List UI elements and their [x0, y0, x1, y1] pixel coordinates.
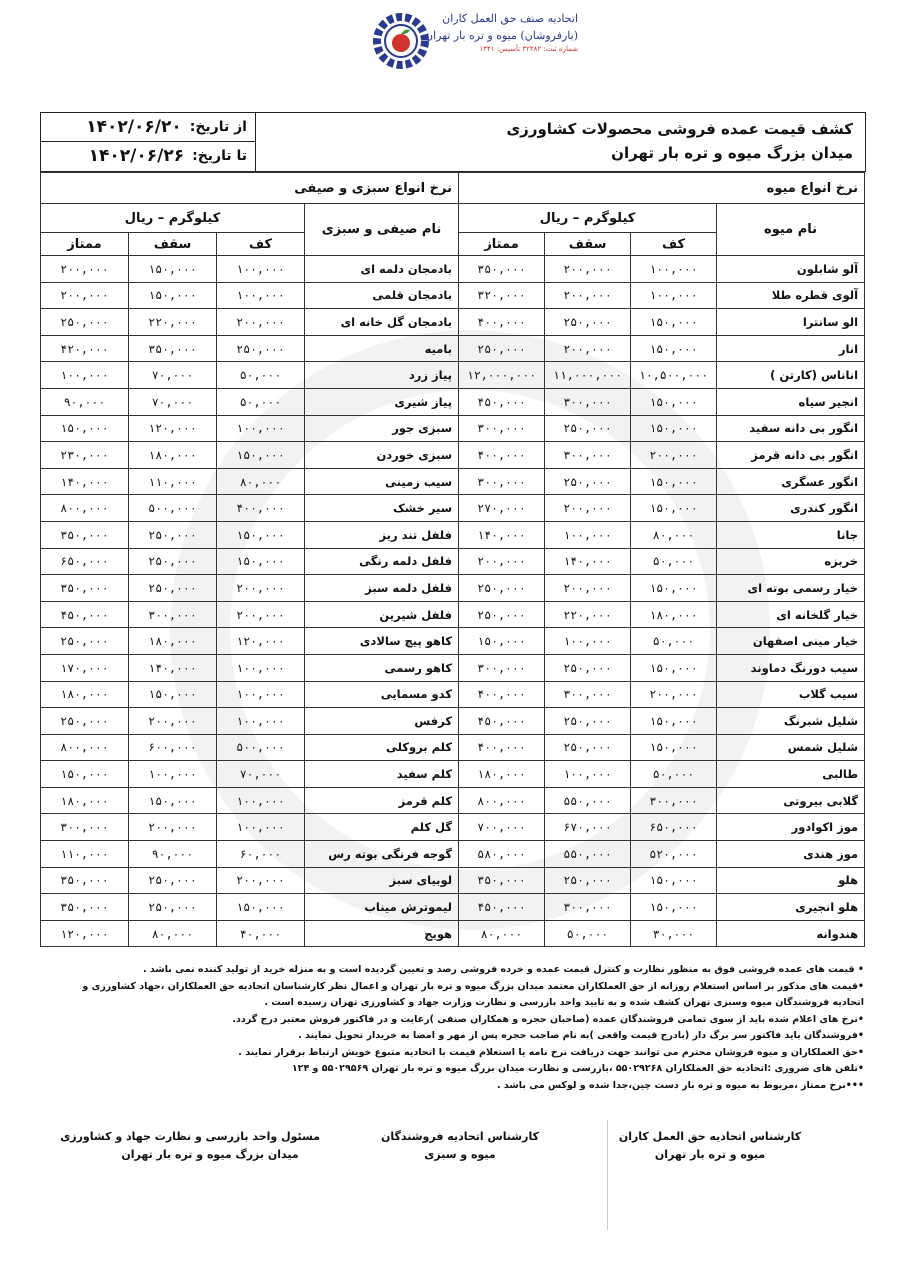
fruit-name: شلیل شبرنگ	[717, 708, 865, 735]
veg-name: سیر خشک	[305, 495, 459, 522]
veg-premium-price: ۱۰۰,۰۰۰	[41, 362, 129, 389]
note-line: •••نرخ ممتاز ،مربوط به میوه و تره بار دست چین،جدا شده و لوکس می باشد .	[497, 1079, 864, 1091]
fruit-name: شلیل شمس	[717, 734, 865, 761]
veg-min-price: ۱۵۰,۰۰۰	[217, 548, 305, 575]
table-row	[41, 415, 865, 442]
fruit-premium-price: ۴۰۰,۰۰۰	[459, 309, 545, 336]
logo-line-1: اتحادیه صنف حق العمل کاران	[442, 12, 578, 25]
veg-min-price: ۱۰۰,۰۰۰	[217, 681, 305, 708]
veg-name: فلفل تند ریز	[305, 521, 459, 548]
table-row	[41, 282, 865, 309]
fruit-premium-price: ۳۵۰,۰۰۰	[459, 256, 545, 283]
fruit-max-price: ۳۰۰,۰۰۰	[545, 442, 631, 469]
veg-premium-price: ۱۸۰,۰۰۰	[41, 787, 129, 814]
fruit-min-price: ۵۲۰,۰۰۰	[631, 841, 717, 868]
fruit-name: گلابی بیروتی	[717, 787, 865, 814]
veg-premium-price: ۳۰۰,۰۰۰	[41, 814, 129, 841]
veg-name: سبزی جور	[305, 415, 459, 442]
veg-min-header: کف	[217, 233, 305, 256]
table-row	[41, 841, 865, 868]
fruit-name: انگور عسگری	[717, 468, 865, 495]
note-line: اتحادیه فروشندگان میوه وسبزی تهران کشف شده و به تایید واحد بازرسی و نظارت وزارت جهاد و کشاورزی تهران رسیده است .	[264, 997, 864, 1008]
veg-premium-price: ۱۷۰,۰۰۰	[41, 654, 129, 681]
fruit-max-price: ۲۵۰,۰۰۰	[545, 415, 631, 442]
veg-min-price: ۲۰۰,۰۰۰	[217, 867, 305, 894]
fruit-min-price: ۱۰۰,۰۰۰	[631, 282, 717, 309]
veg-name: بادمجان گل خانه ای	[305, 309, 459, 336]
fruit-min-price: ۱۵۰,۰۰۰	[631, 309, 717, 336]
fruit-min-price: ۱۸۰,۰۰۰	[631, 601, 717, 628]
veg-premium-price: ۲۵۰,۰۰۰	[41, 708, 129, 735]
fruit-max-price: ۲۵۰,۰۰۰	[545, 309, 631, 336]
veg-max-price: ۲۰۰,۰۰۰	[129, 708, 217, 735]
veg-name: کلم بروکلی	[305, 734, 459, 761]
fruit-premium-price: ۱۴۰,۰۰۰	[459, 521, 545, 548]
veg-max-price: ۵۰۰,۰۰۰	[129, 495, 217, 522]
fruit-min-price: ۳۰۰,۰۰۰	[631, 787, 717, 814]
title-line-2: میدان بزرگ میوه و تره بار تهران	[611, 144, 853, 162]
veg-min-price: ۱۰۰,۰۰۰	[217, 708, 305, 735]
signature-block	[600, 1128, 820, 1164]
veg-name: کلم قرمز	[305, 787, 459, 814]
fruit-name: انگور بی دانه سفید	[717, 415, 865, 442]
veg-min-price: ۱۵۰,۰۰۰	[217, 442, 305, 469]
fruit-min-price: ۱۵۰,۰۰۰	[631, 575, 717, 602]
veg-name: پیاز شیری	[305, 388, 459, 415]
veg-name-header: نام صیفی و سبزی	[305, 204, 459, 256]
veg-premium-price: ۳۵۰,۰۰۰	[41, 521, 129, 548]
veg-max-price: ۱۸۰,۰۰۰	[129, 628, 217, 655]
report-title	[255, 113, 865, 171]
signature-title: کارشناس اتحادیه فروشندگان	[380, 1130, 539, 1143]
veg-min-price: ۴۰۰,۰۰۰	[217, 495, 305, 522]
table-row	[41, 256, 865, 283]
fruit-min-price: ۱۵۰,۰۰۰	[631, 654, 717, 681]
fruit-premium-price: ۲۷۰,۰۰۰	[459, 495, 545, 522]
fruit-name: جانا	[717, 521, 865, 548]
table-row	[41, 734, 865, 761]
veg-max-price: ۱۱۰,۰۰۰	[129, 468, 217, 495]
to-date-value: ۱۴۰۲/۰۶/۲۶	[88, 146, 185, 166]
fruit-name: آلو شابلون	[717, 256, 865, 283]
veg-premium-price: ۳۵۰,۰۰۰	[41, 575, 129, 602]
veg-min-price: ۲۰۰,۰۰۰	[217, 309, 305, 336]
fruit-min-price: ۱۵۰,۰۰۰	[631, 335, 717, 362]
table-row	[41, 575, 865, 602]
fruit-min-price: ۱۵۰,۰۰۰	[631, 388, 717, 415]
fruit-min-price: ۱۰,۵۰۰,۰۰۰	[631, 362, 717, 389]
fruit-premium-price: ۸۰,۰۰۰	[459, 920, 545, 947]
fruit-premium-price: ۸۰۰,۰۰۰	[459, 787, 545, 814]
note-line: • قیمت های عمده فروشی فوق به منظور نظارت و کنترل قیمت عمده و خرده فروشی رصد و تعیین گردیده است و به منزله خرید از تولید کننده نمی باشد .	[142, 964, 864, 975]
veg-max-price: ۷۰,۰۰۰	[129, 388, 217, 415]
fruit-premium-price: ۳۲۰,۰۰۰	[459, 282, 545, 309]
table-row	[41, 867, 865, 894]
veg-max-price: ۱۸۰,۰۰۰	[129, 442, 217, 469]
signature-title: میوه و سبزی	[424, 1148, 496, 1161]
fruit-name: انار	[717, 335, 865, 362]
fruit-name: انگور کندری	[717, 495, 865, 522]
table-row	[41, 601, 865, 628]
fruit-name: الو سانترا	[717, 309, 865, 336]
fruit-max-price: ۲۵۰,۰۰۰	[545, 654, 631, 681]
veg-premium-price: ۲۳۰,۰۰۰	[41, 442, 129, 469]
veg-premium-price: ۴۲۰,۰۰۰	[41, 335, 129, 362]
table-row	[41, 628, 865, 655]
veg-name: هویج	[305, 920, 459, 947]
fruit-max-price: ۶۷۰,۰۰۰	[545, 814, 631, 841]
veg-premium-price: ۲۰۰,۰۰۰	[41, 282, 129, 309]
veg-max-price: ۱۵۰,۰۰۰	[129, 787, 217, 814]
fruit-name: سیب دورنگ دماوند	[717, 654, 865, 681]
fruit-min-price: ۱۰۰,۰۰۰	[631, 256, 717, 283]
veg-premium-price: ۱۱۰,۰۰۰	[41, 841, 129, 868]
veg-name: گوجه فرنگی بوته رس	[305, 841, 459, 868]
fruit-name: هندوانه	[717, 920, 865, 947]
fruit-min-price: ۵۰,۰۰۰	[631, 761, 717, 788]
veg-name: پیاز زرد	[305, 362, 459, 389]
logo-text	[424, 10, 578, 54]
signature-title: میوه و تره بار تهران	[654, 1148, 766, 1161]
fruit-max-price: ۲۵۰,۰۰۰	[545, 867, 631, 894]
fruit-name: هلو انجیری	[717, 894, 865, 921]
signature-title: میدان بزرگ میوه و تره بار تهران	[121, 1148, 299, 1161]
veg-premium-price: ۲۵۰,۰۰۰	[41, 309, 129, 336]
veg-max-price: ۱۵۰,۰۰۰	[129, 282, 217, 309]
veg-max-price: ۳۰۰,۰۰۰	[129, 601, 217, 628]
veg-max-price: ۲۰۰,۰۰۰	[129, 814, 217, 841]
fruit-name: انگور بی دانه قرمز	[717, 442, 865, 469]
fruit-premium-price: ۵۸۰,۰۰۰	[459, 841, 545, 868]
fruit-premium-price: ۷۰۰,۰۰۰	[459, 814, 545, 841]
table-row	[41, 708, 865, 735]
logo-line-2: (بارفروشان) میوه و تره بار تهران	[424, 29, 578, 42]
veg-name: کرفس	[305, 708, 459, 735]
fruit-max-price: ۱۰۰,۰۰۰	[545, 521, 631, 548]
veg-premium-price: ۸۰۰,۰۰۰	[41, 734, 129, 761]
table-row	[41, 787, 865, 814]
fruit-premium-price: ۴۰۰,۰۰۰	[459, 734, 545, 761]
veg-min-price: ۱۰۰,۰۰۰	[217, 654, 305, 681]
veg-name: فلفل دلمه رنگی	[305, 548, 459, 575]
fruit-name: سیب گلاب	[717, 681, 865, 708]
to-date-row	[41, 141, 255, 170]
logo-line-3: شماره ثبت: ۳۲۳۸۲ تأسیس: ۱۳۴۱	[479, 45, 578, 53]
veg-premium-price: ۹۰,۰۰۰	[41, 388, 129, 415]
note-line: •نرخ های اعلام شده باید از سوی تمامی فروشندگان عمده (صاحبان حجره و همکاران صنفی )رعایت و در فاکتور فروش معتبر درج گردد.	[232, 1013, 864, 1025]
veg-premium-price: ۶۵۰,۰۰۰	[41, 548, 129, 575]
veg-premium-price: ۳۵۰,۰۰۰	[41, 867, 129, 894]
fruit-min-price: ۳۰,۰۰۰	[631, 920, 717, 947]
veg-max-price: ۷۰,۰۰۰	[129, 362, 217, 389]
veg-name: بادمجان دلمه ای	[305, 256, 459, 283]
fruit-units-header: کیلوگرم – ریال	[459, 204, 717, 233]
veg-min-price: ۲۰۰,۰۰۰	[217, 601, 305, 628]
veg-name: کدو مسمایی	[305, 681, 459, 708]
price-table	[40, 172, 865, 947]
fruit-max-price: ۳۰۰,۰۰۰	[545, 894, 631, 921]
from-date-label: از تاریخ:	[189, 119, 247, 135]
fruit-name: آلوی قطره طلا	[717, 282, 865, 309]
table-row	[41, 468, 865, 495]
veg-name: فلفل دلمه سبز	[305, 575, 459, 602]
fruit-min-price: ۱۵۰,۰۰۰	[631, 867, 717, 894]
fruit-max-price: ۲۵۰,۰۰۰	[545, 734, 631, 761]
veg-min-price: ۱۰۰,۰۰۰	[217, 787, 305, 814]
veg-min-price: ۸۰,۰۰۰	[217, 468, 305, 495]
table-row	[41, 814, 865, 841]
fruit-max-price: ۲۵۰,۰۰۰	[545, 468, 631, 495]
veg-min-price: ۴۰,۰۰۰	[217, 920, 305, 947]
table-row	[41, 362, 865, 389]
veg-max-price: ۱۵۰,۰۰۰	[129, 256, 217, 283]
fruit-min-price: ۱۵۰,۰۰۰	[631, 495, 717, 522]
fruit-name: خیار گلخانه ای	[717, 601, 865, 628]
veg-name: لیموترش میناب	[305, 894, 459, 921]
title-line-1: کشف قیمت عمده فروشی محصولات کشاورزی	[506, 120, 853, 138]
fruit-min-price: ۱۵۰,۰۰۰	[631, 468, 717, 495]
fruit-premium-price: ۳۵۰,۰۰۰	[459, 867, 545, 894]
veg-premium-price: ۴۵۰,۰۰۰	[41, 601, 129, 628]
fruit-name: خیار رسمی بوته ای	[717, 575, 865, 602]
fruit-premium-price: ۳۰۰,۰۰۰	[459, 468, 545, 495]
veg-name: فلفل شیرین	[305, 601, 459, 628]
table-row	[41, 309, 865, 336]
fruit-premium-header: ممتاز	[459, 233, 545, 256]
veg-max-price: ۸۰,۰۰۰	[129, 920, 217, 947]
veg-max-header: سقف	[129, 233, 217, 256]
fruit-name: طالبی	[717, 761, 865, 788]
fruit-premium-price: ۲۵۰,۰۰۰	[459, 601, 545, 628]
veg-premium-price: ۱۵۰,۰۰۰	[41, 415, 129, 442]
fruit-max-price: ۵۵۰,۰۰۰	[545, 841, 631, 868]
fruit-max-price: ۲۰۰,۰۰۰	[545, 335, 631, 362]
veg-min-price: ۶۰,۰۰۰	[217, 841, 305, 868]
fruit-min-price: ۱۵۰,۰۰۰	[631, 415, 717, 442]
fruit-max-price: ۱۱,۰۰۰,۰۰۰	[545, 362, 631, 389]
note-line: •فروشندگان باید فاکتور سر برگ دار (بادرج قیمت واقعی )به نام صاحب حجره پس از مهر و امضا به خریدار تحویل نمایند .	[298, 1030, 864, 1041]
veg-min-price: ۱۰۰,۰۰۰	[217, 814, 305, 841]
veg-premium-price: ۱۵۰,۰۰۰	[41, 761, 129, 788]
signatures	[60, 1128, 820, 1164]
veg-units-header: کیلوگرم – ریال	[41, 204, 305, 233]
note-line: •تلفن های ضروری :اتحادیه حق العملکاران ۵۵۰۲۹۲۶۸ ،بازرسی و نظارت میدان بزرگ میوه و تره بار تهران ۵۵۰۲۹۵۶۹ و ۱۲۴	[291, 1063, 864, 1074]
fruit-min-price: ۵۰,۰۰۰	[631, 628, 717, 655]
signature-block	[350, 1128, 570, 1164]
veg-min-price: ۲۰۰,۰۰۰	[217, 575, 305, 602]
veg-max-price: ۶۰۰,۰۰۰	[129, 734, 217, 761]
veg-max-price: ۳۵۰,۰۰۰	[129, 335, 217, 362]
fruit-premium-price: ۴۰۰,۰۰۰	[459, 442, 545, 469]
fruit-name: هلو	[717, 867, 865, 894]
fruit-premium-price: ۳۰۰,۰۰۰	[459, 654, 545, 681]
fruit-premium-price: ۲۵۰,۰۰۰	[459, 575, 545, 602]
veg-premium-price: ۲۵۰,۰۰۰	[41, 628, 129, 655]
veg-name: کاهو پیچ سالادی	[305, 628, 459, 655]
table-row	[41, 681, 865, 708]
table-row	[41, 761, 865, 788]
fruit-max-price: ۳۰۰,۰۰۰	[545, 681, 631, 708]
fruit-premium-price: ۴۵۰,۰۰۰	[459, 708, 545, 735]
fruit-max-price: ۱۰۰,۰۰۰	[545, 761, 631, 788]
fruit-min-price: ۶۵۰,۰۰۰	[631, 814, 717, 841]
price-rows	[41, 256, 865, 947]
signature-title: مسئول واحد بازرسی و نظارت جهاد و کشاورزی	[60, 1130, 320, 1143]
note-line: •حق العملکاران و میوه فروشان محترم می توانند جهت دریافت نرخ نامه یا استعلام قیمت با اتحادیه متبوع خویش ارتباط برقرار نمایند .	[238, 1046, 864, 1058]
veg-max-price: ۲۵۰,۰۰۰	[129, 894, 217, 921]
veg-max-price: ۲۵۰,۰۰۰	[129, 548, 217, 575]
fruit-min-price: ۸۰,۰۰۰	[631, 521, 717, 548]
fruit-min-price: ۱۵۰,۰۰۰	[631, 734, 717, 761]
fruit-max-price: ۲۰۰,۰۰۰	[545, 495, 631, 522]
veg-max-price: ۲۵۰,۰۰۰	[129, 575, 217, 602]
veg-min-price: ۱۰۰,۰۰۰	[217, 256, 305, 283]
veg-max-price: ۲۵۰,۰۰۰	[129, 521, 217, 548]
veg-group-header: نرخ انواع سبزی و صیفی	[41, 173, 459, 204]
fruit-max-price: ۲۰۰,۰۰۰	[545, 575, 631, 602]
fruit-max-header: سقف	[545, 233, 631, 256]
table-row	[41, 654, 865, 681]
fruit-min-price: ۲۰۰,۰۰۰	[631, 442, 717, 469]
veg-premium-price: ۱۸۰,۰۰۰	[41, 681, 129, 708]
veg-name: بادمجان قلمی	[305, 282, 459, 309]
veg-min-price: ۱۰۰,۰۰۰	[217, 282, 305, 309]
fruit-max-price: ۲۰۰,۰۰۰	[545, 282, 631, 309]
to-date-label: تا تاریخ:	[192, 148, 247, 164]
veg-name: سیب زمینی	[305, 468, 459, 495]
table-row	[41, 920, 865, 947]
veg-premium-price: ۱۲۰,۰۰۰	[41, 920, 129, 947]
table-row	[41, 442, 865, 469]
notes-section	[40, 962, 864, 1094]
fruit-premium-price: ۲۵۰,۰۰۰	[459, 335, 545, 362]
fruit-max-price: ۳۰۰,۰۰۰	[545, 388, 631, 415]
fruit-max-price: ۲۰۰,۰۰۰	[545, 256, 631, 283]
veg-name: سبزی خوردن	[305, 442, 459, 469]
fruit-min-price: ۱۵۰,۰۰۰	[631, 894, 717, 921]
fruit-premium-price: ۳۰۰,۰۰۰	[459, 415, 545, 442]
fruit-name: خیار مینی اصفهان	[717, 628, 865, 655]
table-row	[41, 894, 865, 921]
veg-premium-price: ۲۰۰,۰۰۰	[41, 256, 129, 283]
veg-min-price: ۱۵۰,۰۰۰	[217, 521, 305, 548]
fruit-premium-price: ۱۸۰,۰۰۰	[459, 761, 545, 788]
veg-premium-price: ۳۵۰,۰۰۰	[41, 894, 129, 921]
note-line: •قیمت های مذکور بر اساس استعلام روزانه از حق العملکاران معتمد میدان بزرگ میوه و تره بار تهران و اعمال نظر کارشناسان اتحادیه حق العملکاران ،جهاد کشاورزی و	[82, 980, 864, 992]
veg-min-price: ۵۰,۰۰۰	[217, 388, 305, 415]
fruit-max-price: ۱۰۰,۰۰۰	[545, 628, 631, 655]
table-row	[41, 521, 865, 548]
veg-max-price: ۲۵۰,۰۰۰	[129, 867, 217, 894]
veg-min-price: ۲۵۰,۰۰۰	[217, 335, 305, 362]
from-date-value: ۱۴۰۲/۰۶/۲۰	[86, 117, 182, 137]
veg-name: بامیه	[305, 335, 459, 362]
veg-max-price: ۱۴۰,۰۰۰	[129, 654, 217, 681]
veg-min-price: ۵۰,۰۰۰	[217, 362, 305, 389]
veg-premium-header: ممتاز	[41, 233, 129, 256]
fruit-max-price: ۵۵۰,۰۰۰	[545, 787, 631, 814]
fruit-premium-price: ۱۵۰,۰۰۰	[459, 628, 545, 655]
veg-name: کاهو رسمی	[305, 654, 459, 681]
table-row	[41, 548, 865, 575]
veg-min-price: ۷۰,۰۰۰	[217, 761, 305, 788]
fruit-name: موز هندی	[717, 841, 865, 868]
fruit-premium-price: ۲۰۰,۰۰۰	[459, 548, 545, 575]
fruit-max-price: ۲۲۰,۰۰۰	[545, 601, 631, 628]
gear-logo-icon	[370, 10, 432, 72]
fruit-max-price: ۱۴۰,۰۰۰	[545, 548, 631, 575]
fruit-max-price: ۲۵۰,۰۰۰	[545, 708, 631, 735]
veg-name: لوبیای سبز	[305, 867, 459, 894]
fruit-premium-price: ۴۰۰,۰۰۰	[459, 681, 545, 708]
veg-max-price: ۲۲۰,۰۰۰	[129, 309, 217, 336]
fruit-min-price: ۱۵۰,۰۰۰	[631, 708, 717, 735]
veg-max-price: ۹۰,۰۰۰	[129, 841, 217, 868]
veg-min-price: ۱۲۰,۰۰۰	[217, 628, 305, 655]
date-range	[41, 113, 255, 171]
veg-min-price: ۵۰۰,۰۰۰	[217, 734, 305, 761]
veg-max-price: ۱۰۰,۰۰۰	[129, 761, 217, 788]
fruit-name: انجیر سیاه	[717, 388, 865, 415]
veg-max-price: ۱۵۰,۰۰۰	[129, 681, 217, 708]
fruit-name-header: نام میوه	[717, 204, 865, 256]
signature-title: کارشناس اتحادیه حق العمل کاران	[618, 1130, 802, 1143]
fruit-min-header: کف	[631, 233, 717, 256]
table-row	[41, 495, 865, 522]
fruit-premium-price: ۴۵۰,۰۰۰	[459, 388, 545, 415]
fruit-min-price: ۵۰,۰۰۰	[631, 548, 717, 575]
fruit-premium-price: ۴۵۰,۰۰۰	[459, 894, 545, 921]
from-date-row	[41, 113, 255, 141]
fruit-name: خربزه	[717, 548, 865, 575]
fruit-name: موز اکوادور	[717, 814, 865, 841]
signature-block	[60, 1128, 320, 1164]
fruit-max-price: ۵۰,۰۰۰	[545, 920, 631, 947]
veg-min-price: ۱۰۰,۰۰۰	[217, 415, 305, 442]
table-row	[41, 388, 865, 415]
report-header	[40, 112, 866, 172]
veg-premium-price: ۱۴۰,۰۰۰	[41, 468, 129, 495]
veg-max-price: ۱۲۰,۰۰۰	[129, 415, 217, 442]
fruit-min-price: ۲۰۰,۰۰۰	[631, 681, 717, 708]
fruit-premium-price: ۱۲,۰۰۰,۰۰۰	[459, 362, 545, 389]
table-row	[41, 335, 865, 362]
fruit-name: اناناس (کارتن )	[717, 362, 865, 389]
veg-name: کلم سفید	[305, 761, 459, 788]
veg-name: گل کلم	[305, 814, 459, 841]
veg-premium-price: ۸۰۰,۰۰۰	[41, 495, 129, 522]
veg-min-price: ۱۵۰,۰۰۰	[217, 894, 305, 921]
fruit-group-header: نرخ انواع میوه	[459, 173, 865, 204]
